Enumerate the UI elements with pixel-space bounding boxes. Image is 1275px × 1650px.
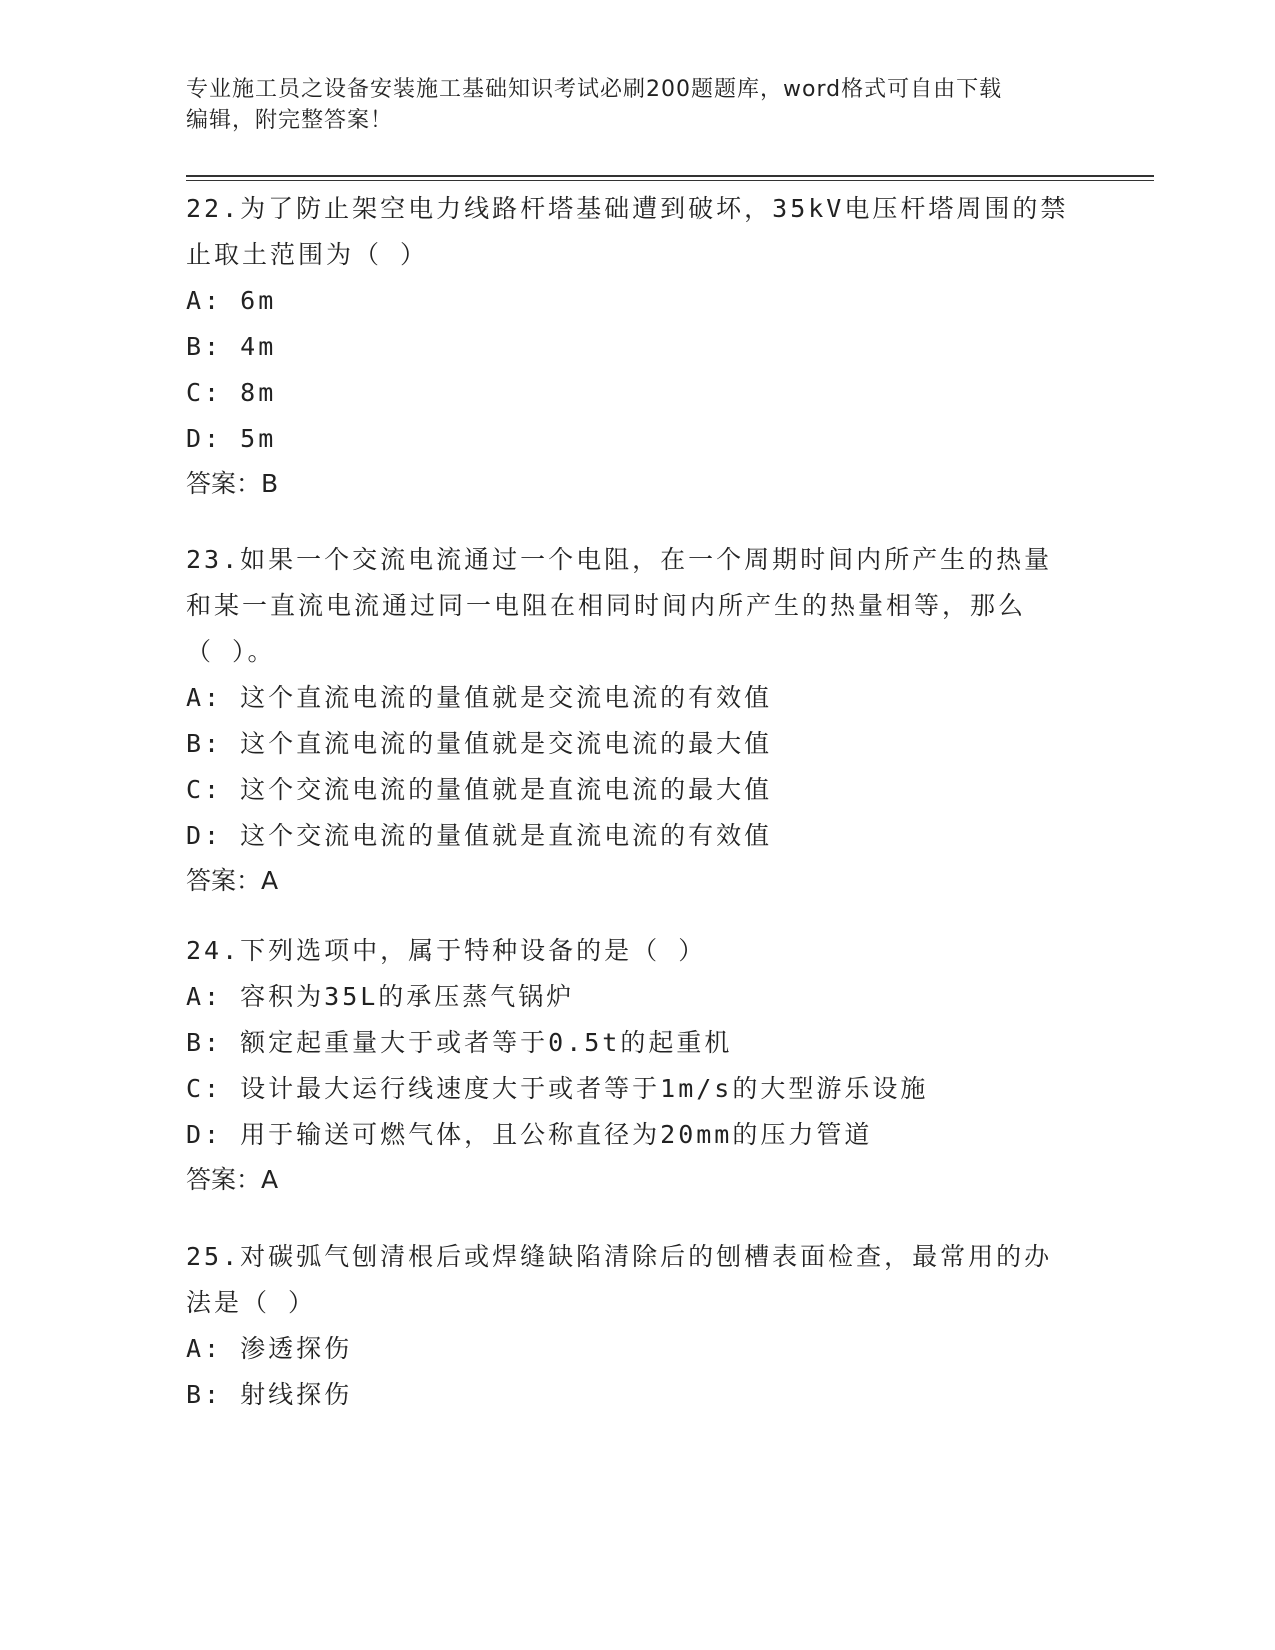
option-b: B: 这个直流电流的量值就是交流电流的最大值 — [186, 729, 773, 758]
question-22 — [186, 186, 1086, 506]
question-stem-line: 23.如果一个交流电流通过一个电阻，在一个周期时间内所产生的热量 — [186, 545, 1053, 574]
question-23 — [186, 537, 1086, 903]
option-d: D: 5m — [186, 424, 277, 453]
answer-text: 答案：B — [186, 469, 279, 498]
question-24 — [186, 928, 1086, 1202]
header-divider-thin — [186, 180, 1154, 181]
question-stem-line: （ ）。 — [186, 637, 276, 666]
option-a: A: 渗透探伤 — [186, 1334, 353, 1363]
option-c: C: 8m — [186, 378, 277, 407]
header-line-1: 专业施工员之设备安装施工基础知识考试必刷200题题库，word格式可自由下载 — [186, 77, 1003, 102]
option-a: A: 6m — [186, 286, 277, 315]
question-25 — [186, 1234, 1086, 1418]
question-stem-line: 和某一直流电流通过同一电阻在相同时间内所产生的热量相等，那么 — [186, 591, 1027, 620]
option-c: C: 这个交流电流的量值就是直流电流的最大值 — [186, 775, 773, 804]
option-c: C: 设计最大运行线速度大于或者等于1m/s的大型游乐设施 — [186, 1074, 929, 1103]
option-a: A: 容积为35L的承压蒸气锅炉 — [186, 982, 575, 1011]
answer-text: 答案：A — [186, 866, 279, 895]
document-header — [186, 74, 1066, 136]
question-stem-line: 24.下列选项中，属于特种设备的是（ ） — [186, 936, 707, 965]
option-b: B: 射线探伤 — [186, 1380, 353, 1409]
question-stem-line: 22.为了防止架空电力线路杆塔基础遭到破坏，35kV电压杆塔周围的禁 — [186, 194, 1069, 223]
question-stem-line: 止取土范围为（ ） — [186, 240, 429, 269]
question-stem-line: 25.对碳弧气刨清根后或焊缝缺陷清除后的刨槽表面检查，最常用的办 — [186, 1242, 1053, 1271]
question-stem-line: 法是（ ） — [186, 1288, 317, 1317]
answer-text: 答案：A — [186, 1165, 279, 1194]
option-b: B: 额定起重量大于或者等于0.5t的起重机 — [186, 1028, 733, 1057]
header-divider-thick — [186, 175, 1154, 177]
option-b: B: 4m — [186, 332, 277, 361]
option-d: D: 用于输送可燃气体，且公称直径为20mm的压力管道 — [186, 1120, 873, 1149]
option-d: D: 这个交流电流的量值就是直流电流的有效值 — [186, 821, 773, 850]
header-line-2: 编辑，附完整答案！ — [186, 108, 394, 133]
option-a: A: 这个直流电流的量值就是交流电流的有效值 — [186, 683, 773, 712]
